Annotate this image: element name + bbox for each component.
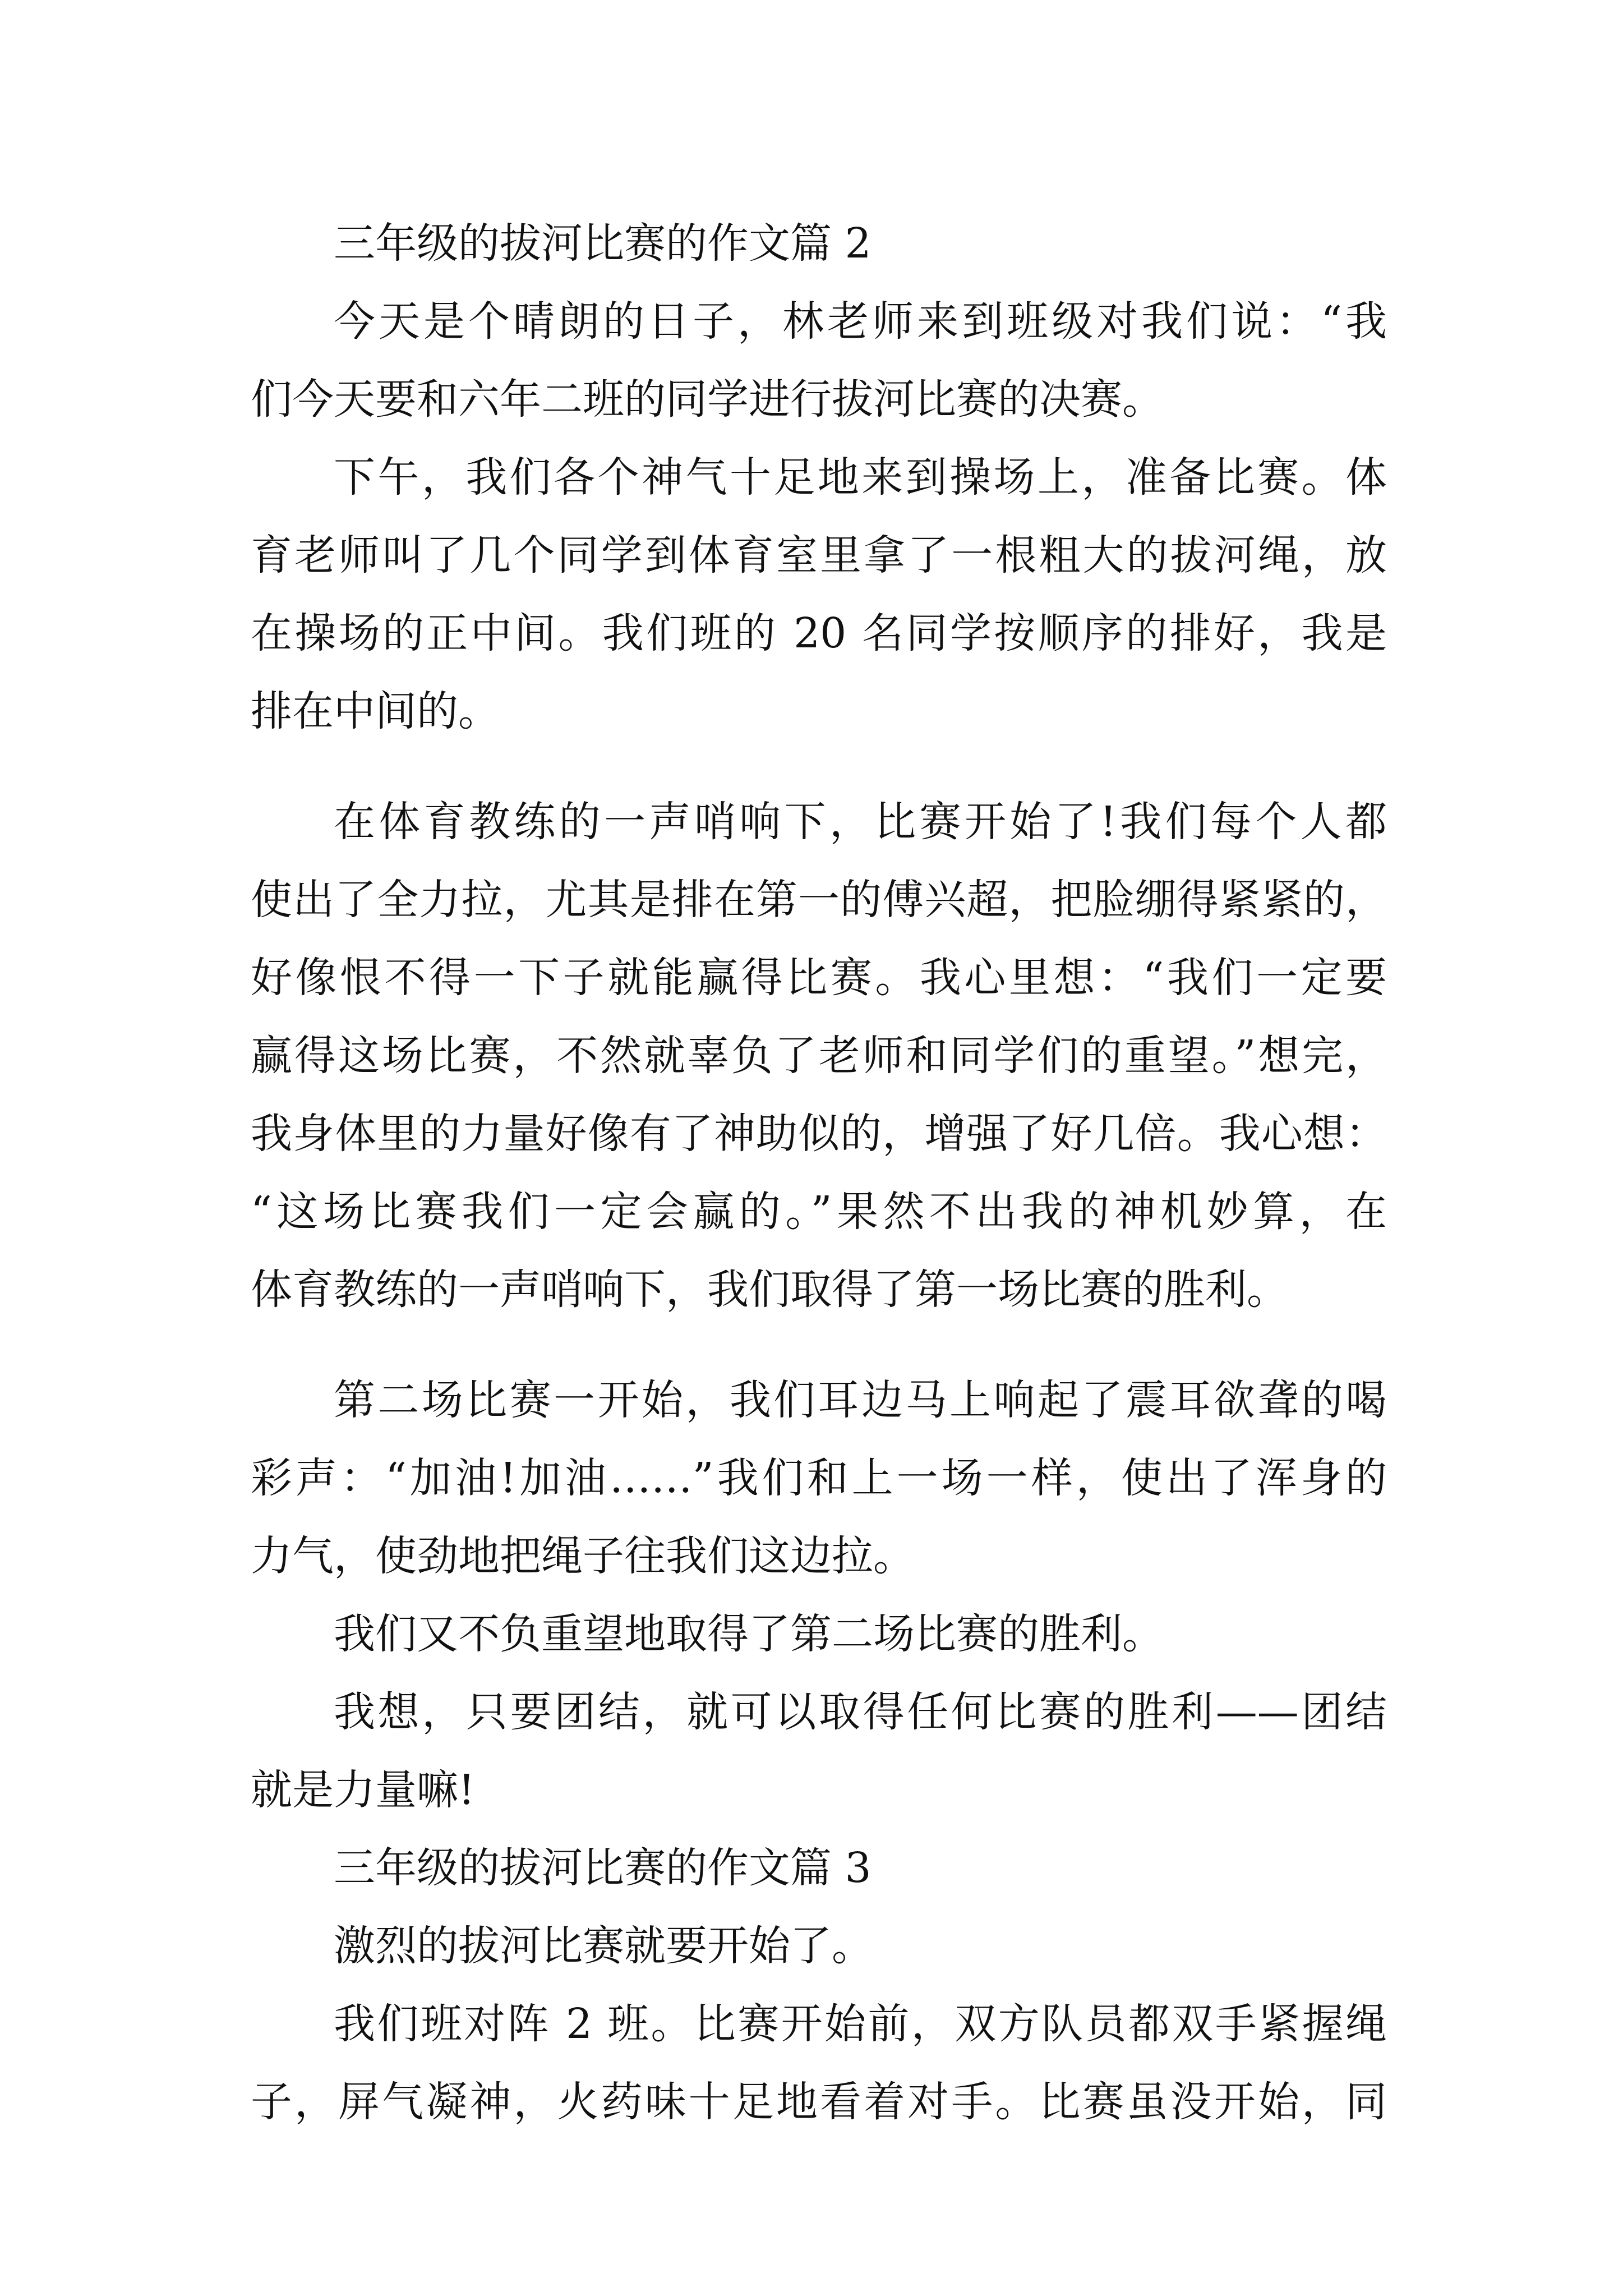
paragraph xyxy=(251,1595,1387,1673)
text-line: 育老师叫了几个同学到体育室里拿了一根粗大的拔河绳，放 xyxy=(251,531,1387,579)
paragraph xyxy=(251,1361,1387,1595)
text-line: 激烈的拔河比赛就要开始了。 xyxy=(334,1922,873,1970)
text-line: 我们班对阵 2 班。比赛开始前，双方队员都双手紧握绳 xyxy=(334,2000,1387,2048)
text-line: 彩声：“加油!加油……”我们和上一场一样，使出了浑身的 xyxy=(251,1454,1387,1502)
text-line: 排在中间的。 xyxy=(251,687,500,735)
heading-line: 三年级的拔河比赛的作文篇 3 xyxy=(334,1844,872,1892)
paragraph xyxy=(251,1673,1387,1829)
section-heading xyxy=(251,205,1387,283)
section-heading xyxy=(251,1829,1387,1907)
text-line: 在体育教练的一声哨响下，比赛开始了!我们每个人都 xyxy=(334,798,1387,846)
paragraph xyxy=(251,1985,1387,2141)
heading-line: 三年级的拔河比赛的作文篇 2 xyxy=(334,219,872,268)
paragraph xyxy=(251,439,1387,751)
text-line: 在操场的正中间。我们班的 20 名同学按顺序的排好，我是 xyxy=(251,609,1387,657)
text-line: 们今天要和六年二班的同学进行拔河比赛的决赛。 xyxy=(251,375,1164,424)
text-line: 体育教练的一声哨响下，我们取得了第一场比赛的胜利。 xyxy=(251,1266,1288,1314)
document-body xyxy=(251,205,1387,2141)
paragraph xyxy=(251,783,1387,1329)
text-line: 使出了全力拉，尤其是排在第一的傅兴超，把脸绷得紧紧的， xyxy=(251,876,1387,924)
text-line: 今天是个晴朗的日子，林老师来到班级对我们说：“我 xyxy=(334,297,1387,346)
text-line: 我想，只要团结，就可以取得任何比赛的胜利——团结 xyxy=(334,1688,1387,1736)
text-line: 我们又不负重望地取得了第二场比赛的胜利。 xyxy=(334,1610,1164,1658)
text-line: 第二场比赛一开始，我们耳边马上响起了震耳欲聋的喝 xyxy=(334,1376,1387,1424)
paragraph xyxy=(251,1907,1387,1985)
text-line: 就是力量嘛! xyxy=(251,1766,475,1814)
text-line: “这场比赛我们一定会赢的。”果然不出我的神机妙算，在 xyxy=(251,1188,1387,1236)
text-line: 我身体里的力量好像有了神助似的，增强了好几倍。我心想： xyxy=(251,1110,1387,1158)
text-line: 下午，我们各个神气十足地来到操场上，准备比赛。体 xyxy=(334,453,1387,501)
text-line: 力气，使劲地把绳子往我们这边拉。 xyxy=(251,1532,915,1580)
text-line: 好像恨不得一下子就能赢得比赛。我心里想：“我们一定要 xyxy=(251,954,1387,1002)
paragraph xyxy=(251,283,1387,439)
text-line: 赢得这场比赛，不然就辜负了老师和同学们的重望。”想完， xyxy=(251,1032,1387,1080)
text-line: 子，屏气凝神，火药味十足地看着对手。比赛虽没开始，同 xyxy=(251,2078,1387,2126)
